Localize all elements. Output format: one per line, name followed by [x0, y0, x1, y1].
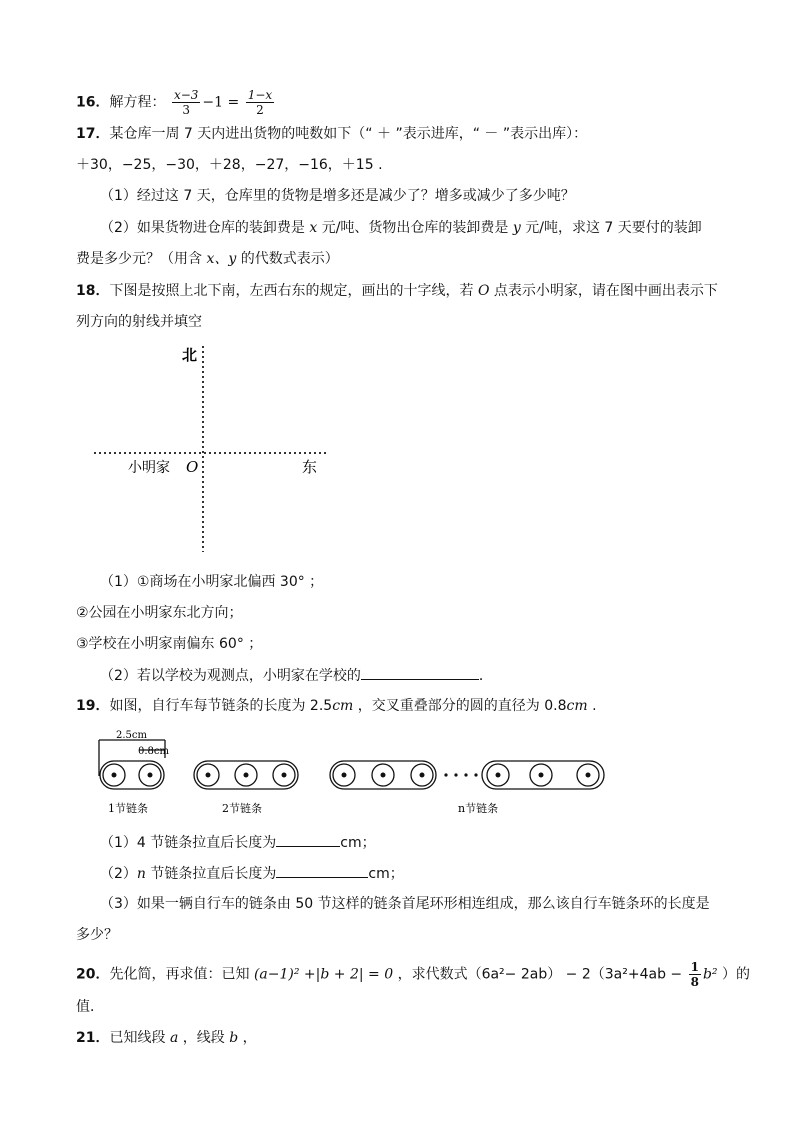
q18-number: 18．: [76, 283, 110, 299]
bicycle-chain-diagram: [90, 728, 720, 818]
q18-item2: ②公园在小明家东北方向；: [76, 605, 243, 621]
q19-number: 19．: [76, 698, 110, 714]
q18-sub1: （1）①商场在小明家北偏西 30° ；: [100, 574, 324, 590]
q20-stem-cont: 值．: [76, 999, 104, 1015]
direction-cross-diagram: [90, 340, 330, 555]
q18-stem-cont: 列方向的射线并填空: [76, 314, 202, 330]
q18-stem: 18．下图是按照上北下南，左西右东的规定，画出的十字线，若 O 点表示小明家，请在图中画出表示下: [76, 283, 718, 299]
q18-item3: ③学校在小明家南偏东 60° ；: [76, 636, 263, 652]
q17-stem-text: 某仓库一周 7 天内进出货物的吨数如下（“ ＋ ”表示进库，“ － ”表示出库）：: [109, 126, 588, 142]
q19-sub3-cont: 多少？: [76, 927, 118, 943]
q16-minus-one: −1 =: [202, 94, 240, 111]
q19-sub2: （2）n 节链条拉直后长度为 cm；: [100, 863, 404, 884]
q17-sub2-cont: 费是多少元？（用含 x、y 的代数式表示）: [76, 251, 339, 267]
q19-stem: 19．如图，自行车每节链条的长度为 2.5cm ，交叉重叠部分的圆的直径为 0.8cm .: [76, 698, 597, 714]
q17-data-line: ＋30，−25，−30，＋28，−27，−16，＋15 .: [76, 157, 383, 173]
q18-sub2: （2）若以学校为观测点，小明家在学校的 ．: [100, 665, 493, 686]
east-label: 东: [302, 458, 318, 476]
q16-fraction-left: $\frac{x-3}{3}$: [173, 88, 199, 117]
q17-sub2: （2）如果货物进仓库的装卸费是 x 元/吨、货物出仓库的装卸费是 y 元/吨，求这 7 天要付的装卸: [100, 220, 702, 236]
q20-fraction: $\frac{1}{8}$: [690, 960, 699, 989]
north-label: 北: [182, 346, 198, 364]
q17-sub1: （1）经过这 7 天，仓库里的货物是增多还是减少了？增多或减少了多少吨？: [100, 188, 575, 204]
q16-label: 解方程：: [109, 94, 166, 111]
q16-number: 16．: [76, 94, 110, 111]
chain-length-label: 2.5cm: [116, 730, 147, 741]
home-label: 小明家: [128, 460, 170, 476]
caption-2-links: 2节链条: [222, 802, 262, 815]
q19-sub3: （3）如果一辆自行车的链条由 50 节这样的链条首尾环形相连组成，那么该自行车链条环的长度是: [100, 896, 710, 912]
q17-stem: [76, 124, 587, 144]
q18-answer-blank[interactable]: [361, 665, 479, 680]
q19-sub1: （1）4 节链条拉直后长度为 cm；: [100, 832, 376, 853]
q17-number: 17．: [76, 126, 110, 142]
overlap-diameter-label: 0.8cm: [138, 746, 169, 757]
q16-fraction-right: $\frac{1-x}{2}$: [247, 88, 273, 117]
q20-number: 20．: [76, 966, 110, 983]
q21-stem: 21．已知线段 a ，线段 b ，: [76, 1030, 257, 1046]
origin-label: O: [186, 458, 199, 476]
q20-stem: 20．先化简，再求值：已知 (a−1)² +|b + 2| = 0 ，求代数式（6a²− 2ab） − 2（3a²+4ab − $\frac{1}{8}$ b² ）的: [76, 960, 750, 989]
caption-1-link: 1节链条: [108, 802, 148, 815]
q16-line: [76, 88, 276, 117]
q19-sub2-blank[interactable]: [276, 863, 368, 878]
caption-n-links: n节链条: [458, 802, 499, 815]
q21-number: 21．: [76, 1030, 110, 1046]
q19-sub1-blank[interactable]: [276, 832, 340, 847]
q18-item1: ①商场在小明家北偏西 30° ；: [136, 574, 324, 590]
